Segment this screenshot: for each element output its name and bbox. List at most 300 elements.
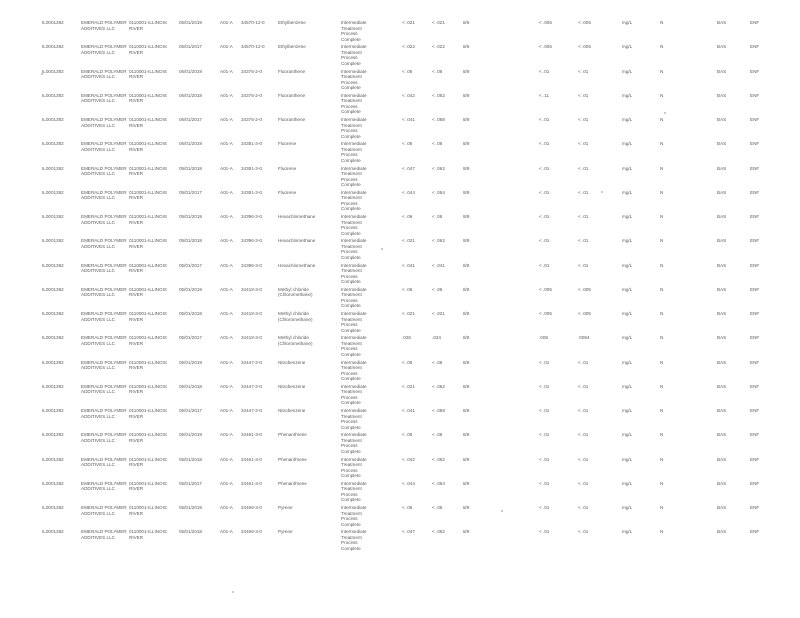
table-row	[0, 384, 800, 407]
sample-count-cell: 8/8	[463, 238, 470, 244]
sample-count-cell: 8/8	[463, 335, 470, 341]
units-cell: mg/L	[622, 335, 633, 341]
parameter-name-cell: Phenanthrene	[278, 432, 307, 438]
facility-name-cell: EMERALD POLYMER ADDITIVES LLC	[81, 262, 127, 274]
receiving-stream-cell: 0110001-ILLINOIS RIVER	[129, 189, 167, 201]
permit-id-cell: IL0001392	[42, 141, 64, 147]
parameter-code-cell: 34381-3-0	[241, 165, 262, 171]
measured-value-1-cell: < .005	[539, 286, 552, 292]
parameter-code-cell: 34376-2-0	[241, 117, 262, 122]
limit-value-1-cell: < .047	[402, 529, 415, 535]
facility-name-cell: EMERALD POLYMER ADDITIVES LLC	[81, 189, 127, 201]
violation-flag-cell: N	[660, 480, 664, 486]
enforcement-code-cell: ENF	[750, 529, 760, 535]
table-row	[0, 408, 800, 431]
basis-code-cell: BAS	[717, 383, 727, 389]
parameter-code-cell: 34461-3-0	[241, 432, 262, 438]
measured-value-1-cell: .008	[539, 335, 548, 341]
basis-code-cell: BAS	[717, 262, 727, 268]
limit-value-1-cell: < .021	[402, 20, 415, 25]
enforcement-code-cell: ENF	[750, 408, 760, 413]
violation-flag-cell: N	[660, 335, 664, 341]
units-cell: mg/L	[622, 286, 633, 292]
parameter-code-cell: 34570-12-0	[241, 20, 265, 25]
parameter-name-cell: Hexachloroethane	[278, 214, 316, 219]
table-row	[0, 117, 800, 140]
measured-value-2-cell: < .01	[578, 165, 589, 171]
measured-value-1-cell: < .01	[539, 408, 550, 413]
limit-value-2-cell: < .068	[432, 117, 445, 122]
limit-value-1-cell: < .06	[402, 432, 413, 438]
enforcement-code-cell: ENF	[750, 505, 760, 510]
table-row	[0, 311, 800, 334]
permit-id-cell: IL0001392	[42, 214, 64, 219]
permit-id-cell: IL0001392	[42, 311, 64, 316]
parameter-code-cell: 34376-2-0	[241, 92, 262, 98]
measured-value-2-cell: < .01	[578, 238, 589, 244]
treatment-stage-cell: Intermediate Treatment Process Complete	[341, 68, 367, 90]
basis-code-cell: BAS	[717, 165, 727, 171]
measured-value-2-cell: < .005	[578, 286, 591, 292]
limit-value-1-cell: < .022	[402, 44, 415, 50]
enforcement-code-cell: ENF	[750, 383, 760, 389]
enforcement-code-cell: ENF	[750, 480, 760, 486]
sample-count-cell: 8/8	[463, 383, 470, 389]
treatment-stage-cell: Intermediate Treatment Process Complete	[341, 286, 367, 309]
limit-value-2-cell: < .06	[432, 286, 443, 292]
treatment-stage-cell: Intermediate Treatment Process Complete	[341, 262, 367, 284]
limit-value-2-cell: < .062	[432, 383, 445, 389]
parameter-code-cell: 34469-3-0	[241, 529, 262, 535]
units-cell: mg/L	[622, 92, 633, 98]
measured-value-1-cell: < .01	[539, 262, 550, 268]
parameter-code-cell: 34570-12-0	[241, 44, 265, 50]
receiving-stream-cell: 0110001-ILLINOIS RIVER	[129, 335, 167, 346]
monitoring-location-cell: A01-A	[220, 262, 233, 268]
monitoring-location-cell: A01-A	[220, 359, 233, 365]
enforcement-code-cell: ENF	[750, 238, 760, 244]
scan-speck	[664, 112, 666, 114]
limit-value-1-cell: < .06	[402, 359, 413, 365]
limit-value-2-cell: < .041	[432, 262, 445, 268]
measured-value-1-cell: < .005	[539, 311, 552, 316]
receiving-stream-cell: 0110001-ILLINOIS RIVER	[129, 359, 167, 371]
table-row	[0, 505, 800, 528]
basis-code-cell: BAS	[717, 92, 727, 98]
measured-value-2-cell: < .01	[578, 68, 589, 74]
facility-name-cell: EMERALD POLYMER ADDITIVES LLC	[81, 529, 127, 540]
enforcement-code-cell: ENF	[750, 117, 760, 122]
basis-code-cell: BAS	[717, 117, 727, 122]
table-row	[0, 335, 800, 358]
limit-value-2-cell: < .062	[432, 238, 445, 244]
treatment-stage-cell: Intermediate Treatment Process Complete	[341, 359, 367, 381]
sample-count-cell: 8/8	[463, 408, 470, 413]
scan-speck	[501, 510, 503, 512]
measured-value-2-cell: < .01	[578, 408, 589, 413]
parameter-name-cell: Fluoranthene	[278, 68, 306, 74]
basis-code-cell: BAS	[717, 335, 727, 341]
permit-id-cell: IL0001392	[42, 383, 64, 389]
permit-id-cell: IL0001392	[42, 20, 64, 25]
monitoring-location-cell: A01-A	[220, 311, 233, 316]
sample-count-cell: 8/8	[463, 20, 470, 25]
receiving-stream-cell: 0110001-ILLINOIS RIVER	[129, 141, 167, 152]
parameter-code-cell: 34418-3-0	[241, 286, 262, 292]
violation-flag-cell: N	[660, 359, 664, 365]
limit-value-2-cell: < .062	[432, 456, 445, 462]
parameter-code-cell: 34396-3-0	[241, 262, 262, 268]
facility-name-cell: EMERALD POLYMER ADDITIVES LLC	[81, 214, 127, 225]
measured-value-2-cell: < .01	[578, 141, 589, 147]
facility-name-cell: EMERALD POLYMER ADDITIVES LLC	[81, 480, 127, 492]
violation-flag-cell: N	[660, 165, 664, 171]
treatment-stage-cell: Intermediate Treatment Process Complete	[341, 505, 367, 527]
units-cell: mg/L	[622, 456, 633, 462]
facility-name-cell: EMERALD POLYMER ADDITIVES LLC	[81, 456, 127, 468]
monitoring-location-cell: A01-A	[220, 238, 233, 244]
measured-value-1-cell: < .01	[539, 238, 550, 244]
parameter-name-cell: Nitrobenzene	[278, 359, 306, 365]
monitoring-date-cell: 05/01/2019	[179, 214, 202, 219]
limit-value-2-cell: < .062	[432, 92, 445, 98]
receiving-stream-cell: 0110001-ILLINOIS RIVER	[129, 529, 167, 540]
monitoring-date-cell: 05/01/2018	[179, 383, 202, 389]
units-cell: mg/L	[622, 117, 633, 122]
treatment-stage-cell: Intermediate Treatment Process Complete	[341, 238, 367, 260]
treatment-stage-cell: Intermediate Treatment Process Complete	[341, 117, 367, 139]
parameter-name-cell: Methyl chloride (Chloromethane)	[278, 311, 313, 322]
limit-value-1-cell: < .06	[402, 68, 413, 74]
facility-name-cell: EMERALD POLYMER ADDITIVES LLC	[81, 286, 127, 298]
parameter-name-cell: Fluoranthene	[278, 117, 306, 122]
units-cell: mg/L	[622, 432, 633, 438]
measured-value-1-cell: < .01	[539, 141, 550, 147]
measured-value-1-cell: < .01	[539, 383, 550, 389]
measured-value-1-cell: < .01	[539, 165, 550, 171]
table-row	[0, 432, 800, 455]
receiving-stream-cell: 0110001-ILLINOIS RIVER	[129, 44, 167, 55]
measured-value-2-cell: < .005	[578, 20, 591, 25]
sample-count-cell: 8/8	[463, 432, 470, 438]
receiving-stream-cell: 0110001-ILLINOIS RIVER	[129, 238, 167, 249]
treatment-stage-cell: Intermediate Treatment Process Complete	[341, 335, 367, 357]
permit-id-cell: IL0001392	[42, 238, 64, 244]
sample-count-cell: 8/8	[463, 68, 470, 74]
parameter-name-cell: Methyl chloride (Chloromethane)	[278, 286, 313, 298]
table-row	[0, 93, 800, 116]
violation-flag-cell: N	[660, 529, 664, 535]
units-cell: mg/L	[622, 44, 633, 50]
parameter-name-cell: Pyrene	[278, 529, 293, 535]
units-cell: mg/L	[622, 238, 633, 244]
limit-value-1-cell: < .044	[402, 480, 415, 486]
receiving-stream-cell: 0110001-ILLINOIS RIVER	[129, 505, 167, 516]
parameter-name-cell: Phenanthrene	[278, 480, 307, 486]
parameter-code-cell: 34461-3-0	[241, 456, 262, 462]
permit-id-cell: IL0001392	[42, 456, 64, 462]
permit-id-cell: IL0001392	[42, 359, 64, 365]
basis-code-cell: BAS	[717, 189, 727, 195]
treatment-stage-cell: Intermediate Treatment Process Complete	[341, 432, 367, 454]
table-row	[0, 481, 800, 504]
parameter-name-cell: Methyl chloride (Chloromethane)	[278, 335, 313, 346]
parameter-name-cell: Nitrobenzene	[278, 383, 306, 389]
receiving-stream-cell: 0110001-ILLINOIS RIVER	[129, 456, 167, 468]
limit-value-1-cell: .026	[402, 335, 411, 341]
facility-name-cell: EMERALD POLYMER ADDITIVES LLC	[81, 238, 127, 249]
monitoring-date-cell: 05/01/2018	[179, 529, 202, 535]
receiving-stream-cell: 0110001-ILLINOIS RIVER	[129, 92, 167, 104]
measured-value-1-cell: < .01	[539, 529, 550, 535]
monitoring-location-cell: A01-A	[220, 117, 233, 122]
sample-count-cell: 8/8	[463, 286, 470, 292]
monitoring-date-cell: 05/01/2019	[179, 141, 202, 147]
permit-id-cell: IL0001392	[42, 165, 64, 171]
violation-flag-cell: N	[660, 456, 664, 462]
basis-code-cell: BAS	[717, 214, 727, 219]
monitoring-date-cell: 05/01/2017	[179, 480, 202, 486]
treatment-stage-cell: Intermediate Treatment Process Complete	[341, 408, 367, 430]
measured-value-1-cell: < .01	[539, 68, 550, 74]
treatment-stage-cell: Intermediate Treatment Process Complete	[341, 311, 367, 333]
parameter-code-cell: 34447-2-0	[241, 359, 262, 365]
violation-flag-cell: N	[660, 311, 664, 316]
monitoring-location-cell: A01-A	[220, 456, 233, 462]
basis-code-cell: BAS	[717, 408, 727, 413]
sample-count-cell: 8/8	[463, 44, 470, 50]
parameter-code-cell: 34418-3-0	[241, 311, 262, 316]
violation-flag-cell: N	[660, 20, 664, 25]
permit-id-cell: IL0001392	[42, 432, 64, 438]
limit-value-2-cell: < .06	[432, 505, 443, 510]
limit-value-1-cell: < .041	[402, 408, 415, 413]
units-cell: mg/L	[622, 262, 633, 268]
facility-name-cell: EMERALD POLYMER ADDITIVES LLC	[81, 408, 127, 419]
basis-code-cell: BAS	[717, 68, 727, 74]
enforcement-code-cell: ENF	[750, 68, 760, 74]
units-cell: mg/L	[622, 214, 633, 219]
table-row	[0, 190, 800, 213]
facility-name-cell: EMERALD POLYMER ADDITIVES LLC	[81, 432, 127, 443]
receiving-stream-cell: 0110001-ILLINOIS RIVER	[129, 311, 167, 322]
enforcement-code-cell: ENF	[750, 141, 760, 147]
measured-value-1-cell: < .01	[539, 214, 550, 219]
enforcement-code-cell: ENF	[750, 311, 760, 316]
limit-value-1-cell: < .06	[402, 286, 413, 292]
monitoring-location-cell: A01-A	[220, 432, 233, 438]
sample-count-cell: 8/8	[463, 505, 470, 510]
sample-count-cell: 8/8	[463, 165, 470, 171]
limit-value-2-cell: < .022	[432, 44, 445, 50]
parameter-name-cell: Phenanthrene	[278, 456, 307, 462]
violation-flag-cell: N	[660, 383, 664, 389]
table-row	[0, 263, 800, 286]
table-row	[0, 529, 800, 552]
permit-id-cell: IL0001392	[42, 262, 64, 268]
monitoring-date-cell: 05/01/2019	[179, 432, 202, 438]
permit-id-cell: IL0001392	[42, 68, 64, 74]
scan-speck	[232, 591, 234, 593]
enforcement-code-cell: ENF	[750, 432, 760, 438]
table-row	[0, 69, 800, 92]
monitoring-date-cell: 05/01/2018	[179, 92, 202, 98]
sample-count-cell: 8/8	[463, 311, 470, 316]
monitoring-location-cell: A01-A	[220, 383, 233, 389]
measured-value-2-cell: < .01	[578, 505, 589, 510]
violation-flag-cell: N	[660, 44, 664, 50]
violation-flag-cell: N	[660, 262, 664, 268]
monitoring-location-cell: A01-A	[220, 286, 233, 292]
parameter-name-cell: Nitrobenzene	[278, 408, 306, 413]
units-cell: mg/L	[622, 20, 633, 25]
receiving-stream-cell: 0110001-ILLINOIS RIVER	[129, 286, 167, 298]
limit-value-2-cell: < .068	[432, 408, 445, 413]
sample-count-cell: 8/8	[463, 529, 470, 535]
basis-code-cell: BAS	[717, 432, 727, 438]
monitoring-location-cell: A01-A	[220, 165, 233, 171]
parameter-code-cell: 34469-3-0	[241, 505, 262, 510]
monitoring-location-cell: A01-A	[220, 529, 233, 535]
measured-value-2-cell: < .01	[578, 432, 589, 438]
parameter-code-cell: 34461-3-0	[241, 480, 262, 486]
monitoring-location-cell: A01-A	[220, 92, 233, 98]
permit-id-cell: IL0001392	[42, 335, 64, 341]
units-cell: mg/L	[622, 359, 633, 365]
basis-code-cell: BAS	[717, 286, 727, 292]
violation-flag-cell: N	[660, 505, 664, 510]
limit-value-1-cell: < .047	[402, 165, 415, 171]
monitoring-date-cell: 05/01/2017	[179, 189, 202, 195]
parameter-name-cell: Fluorene	[278, 165, 297, 171]
receiving-stream-cell: 0110001-ILLINOIS RIVER	[129, 383, 167, 395]
parameter-code-cell: 34418-3-0	[241, 335, 262, 341]
facility-name-cell: EMERALD POLYMER ADDITIVES LLC	[81, 117, 127, 128]
measured-value-1-cell: < .11	[539, 92, 550, 98]
measured-value-2-cell: < .01	[578, 359, 589, 365]
basis-code-cell: BAS	[717, 480, 727, 486]
basis-code-cell: BAS	[717, 456, 727, 462]
enforcement-code-cell: ENF	[750, 20, 760, 25]
units-cell: mg/L	[622, 383, 633, 389]
units-cell: mg/L	[622, 408, 633, 413]
monitoring-location-cell: A01-A	[220, 214, 233, 219]
parameter-name-cell: Hexachloroethane	[278, 262, 316, 268]
violation-flag-cell: N	[660, 117, 664, 122]
limit-value-2-cell: < .06	[432, 68, 443, 74]
receiving-stream-cell: 0110001-ILLINOIS RIVER	[129, 68, 167, 80]
limit-value-2-cell: < .064	[432, 480, 445, 486]
treatment-stage-cell: Intermediate Treatment Process Complete	[341, 189, 367, 212]
treatment-stage-cell: Intermediate Treatment Process Complete	[341, 20, 367, 42]
units-cell: mg/L	[622, 165, 633, 171]
limit-value-1-cell: < .041	[402, 117, 415, 122]
enforcement-code-cell: ENF	[750, 359, 760, 365]
units-cell: mg/L	[622, 311, 633, 316]
basis-code-cell: BAS	[717, 20, 727, 25]
measured-value-1-cell: < .005	[539, 20, 552, 25]
parameter-name-cell: Ethylbenzene	[278, 44, 306, 50]
monitoring-location-cell: A01-A	[220, 505, 233, 510]
scan-speck	[601, 191, 603, 193]
enforcement-code-cell: ENF	[750, 335, 760, 341]
units-cell: mg/L	[622, 189, 633, 195]
monitoring-date-cell: 05/01/2017	[179, 408, 202, 413]
parameter-code-cell: 34396-3-0	[241, 238, 262, 244]
violation-flag-cell: N	[660, 286, 664, 292]
table-row	[0, 141, 800, 164]
enforcement-code-cell: ENF	[750, 44, 760, 50]
parameter-name-cell: Fluoranthene	[278, 92, 306, 98]
parameter-code-cell: 34376-2-0	[241, 68, 262, 74]
sample-count-cell: 8/8	[463, 480, 470, 486]
units-cell: mg/L	[622, 480, 633, 486]
measured-value-2-cell: < .01	[578, 92, 589, 98]
measured-value-1-cell: < .01	[539, 359, 550, 365]
sample-count-cell: 8/8	[463, 189, 470, 195]
permit-id-cell: IL0001392	[42, 189, 64, 195]
table-row	[0, 214, 800, 237]
measured-value-2-cell: < .005	[578, 311, 591, 316]
enforcement-code-cell: ENF	[750, 214, 760, 219]
facility-name-cell: EMERALD POLYMER ADDITIVES LLC	[81, 359, 127, 371]
basis-code-cell: BAS	[717, 311, 727, 316]
permit-id-cell: IL0001392	[42, 117, 64, 122]
measured-value-1-cell: < .01	[539, 505, 550, 510]
permit-id-cell: IL0001392	[42, 480, 64, 486]
basis-code-cell: BAS	[717, 529, 727, 535]
measured-value-1-cell: < .01	[539, 480, 550, 486]
sample-count-cell: 8/8	[463, 456, 470, 462]
monitoring-date-cell: 05/01/2017	[179, 262, 202, 268]
facility-name-cell: EMERALD POLYMER ADDITIVES LLC	[81, 505, 127, 516]
facility-name-cell: EMERALD POLYMER ADDITIVES LLC	[81, 383, 127, 395]
monitoring-location-cell: A01-A	[220, 20, 233, 25]
measured-value-2-cell: < .01	[578, 480, 589, 486]
measured-value-1-cell: < .01	[539, 456, 550, 462]
permit-id-cell: IL0001392	[42, 529, 64, 535]
monitoring-date-cell: 05/01/2017	[179, 44, 202, 50]
enforcement-code-cell: ENF	[750, 456, 760, 462]
table-row	[0, 166, 800, 189]
units-cell: mg/L	[622, 68, 633, 74]
violation-flag-cell: N	[660, 189, 664, 195]
monitoring-date-cell: 05/01/2019	[179, 20, 202, 25]
facility-name-cell: EMERALD POLYMER ADDITIVES LLC	[81, 44, 127, 55]
facility-name-cell: EMERALD POLYMER ADDITIVES LLC	[81, 141, 127, 152]
units-cell: mg/L	[622, 529, 633, 535]
limit-value-2-cell: < .062	[432, 165, 445, 171]
limit-value-2-cell: < .06	[432, 214, 443, 219]
monitoring-location-cell: A01-A	[220, 480, 233, 486]
limit-value-2-cell: < .062	[432, 529, 445, 535]
table-row	[0, 20, 800, 43]
measured-value-1-cell: < .005	[539, 44, 552, 50]
limit-value-2-cell: < .064	[432, 189, 445, 195]
table-row	[0, 287, 800, 310]
limit-value-2-cell: < .06	[432, 432, 443, 438]
scan-speck	[381, 248, 383, 250]
violation-flag-cell: N	[660, 238, 664, 244]
facility-name-cell: EMERALD POLYMER ADDITIVES LLC	[81, 335, 127, 346]
enforcement-code-cell: ENF	[750, 262, 760, 268]
monitoring-date-cell: 05/01/2017	[179, 335, 202, 341]
table-row	[0, 44, 800, 67]
basis-code-cell: BAS	[717, 505, 727, 510]
parameter-code-cell: 34447-2-0	[241, 408, 262, 413]
parameter-code-cell: 34447-2-0	[241, 383, 262, 389]
permit-id-cell: IL0001392	[42, 44, 64, 50]
